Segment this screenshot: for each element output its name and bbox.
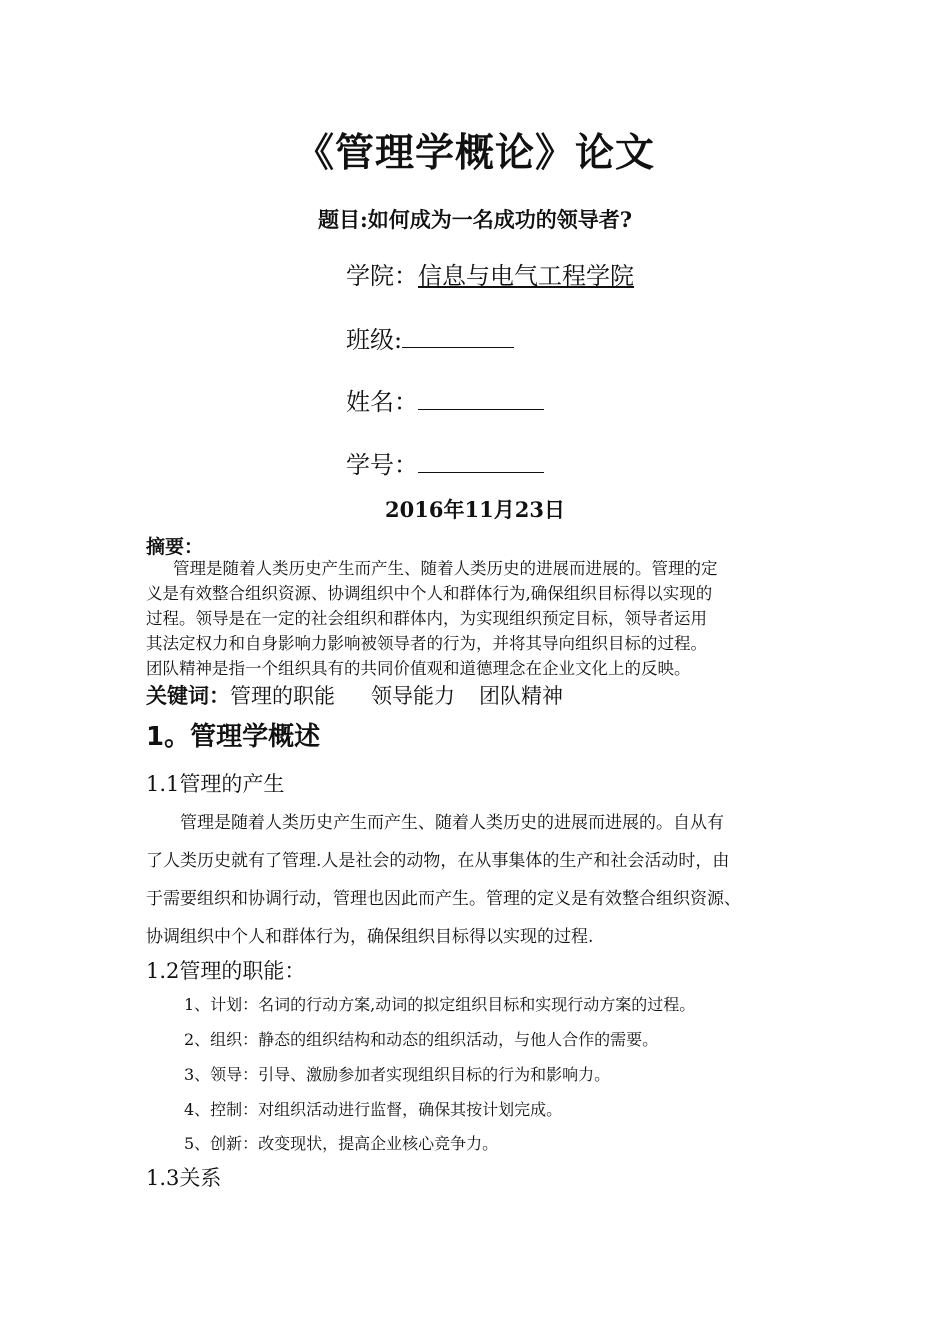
student-id-blank — [418, 450, 544, 473]
college-label: 学院： — [346, 262, 418, 290]
student-id-label: 学号： — [346, 451, 418, 479]
paragraph-line: 管理是随着人类历史产生而产生、随着人类历史的进展而进展的。自从有 — [180, 813, 724, 833]
abstract-line: 义是有效整合组织资源、协调组织中个人和群体行为,确保组织目标得以实现的 — [146, 584, 713, 603]
keyword-item: 管理的职能 — [230, 684, 335, 708]
abstract-label: 摘要： — [146, 536, 204, 558]
abstract-body — [146, 556, 814, 681]
function-item: 3、领导：引导、激励参加者实现组织目标的行为和影响力。 — [184, 1065, 611, 1084]
keywords — [146, 680, 563, 710]
paragraph-line: 协调组织中个人和群体行为，确保组织目标得以实现的过程. — [146, 927, 594, 947]
college-value: 信息与电气工程学院 — [418, 262, 634, 290]
date: 2016年11月23日 — [385, 497, 565, 522]
abstract-line: 其法定权力和自身影响力影响被领导者的行为，并将其导向组织目标的过程。 — [146, 634, 707, 653]
function-item: 4、控制：对组织活动进行监督，确保其按计划完成。 — [184, 1100, 563, 1119]
class-label: 班级: — [346, 326, 403, 354]
student-id-field — [346, 445, 544, 480]
paper-subject: 题目:如何成为一名成功的领导者? — [317, 207, 633, 232]
name-label: 姓名： — [346, 388, 418, 416]
abstract-line: 过程。领导是在一定的社会组织和群体内，为实现组织预定目标，领导者运用 — [146, 609, 707, 628]
section-heading: 1。管理学概述 — [146, 722, 321, 752]
function-item: 1、计划：名词的行动方案,动词的拟定组织目标和实现行动方案的过程。 — [184, 995, 696, 1014]
document-title: 《管理学概论》论文 — [294, 131, 655, 176]
college-field — [346, 256, 634, 291]
abstract-line: 团队精神是指一个组织具有的共同价值观和道德理念在企业文化上的反映。 — [146, 659, 691, 678]
paragraph-line: 了人类历史就有了管理.人是社会的动物，在从事集体的生产和社会活动时，由 — [146, 851, 730, 871]
paragraph — [146, 804, 826, 956]
function-item: 2、组织：静态的组织结构和动态的组织活动，与他人合作的需要。 — [184, 1030, 659, 1049]
subsection-heading: 1.2管理的职能： — [146, 959, 306, 983]
class-blank — [402, 325, 514, 348]
function-item: 5、创新：改变现状，提高企业核心竞争力。 — [184, 1134, 499, 1153]
paragraph-line: 于需要组织和协调行动，管理也因此而产生。管理的定义是有效整合组织资源、 — [146, 889, 741, 909]
keywords-label: 关键词： — [146, 684, 230, 708]
abstract-line: 管理是随着人类历史产生而产生、随着人类历史的进展而进展的。管理的定 — [173, 559, 718, 578]
name-blank — [418, 387, 544, 410]
keyword-item: 领导能力 — [371, 684, 455, 708]
subsection-heading: 1.3关系 — [146, 1166, 222, 1190]
name-field — [346, 382, 544, 417]
class-field — [346, 320, 514, 355]
keyword-item: 团队精神 — [479, 684, 563, 708]
subsection-heading: 1.1管理的产生 — [146, 772, 285, 796]
